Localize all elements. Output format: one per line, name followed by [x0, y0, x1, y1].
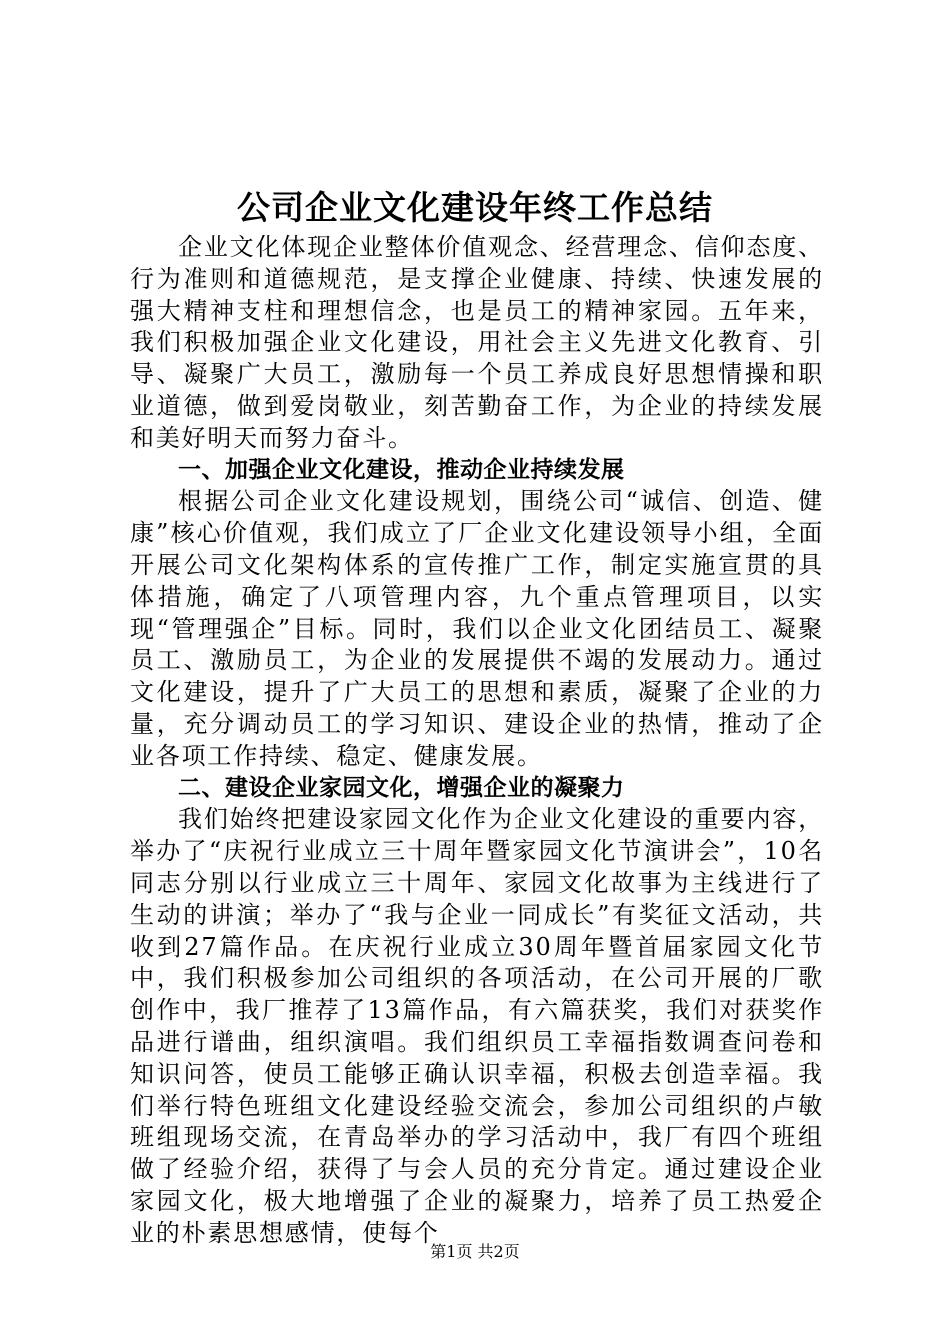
- section-1-paragraph: 根据公司企业文化建设规划，围绕公司“诚信、创造、健康”核心价值观，我们成立了厂企业文化建设领导小组，全面开展公司文化架构体系的宣传推广工作，制定实施宣贯的具体措施，确定了八项管理内容，九个重点管理项目，以实现“管理强企”目标。同时，我们以企业文化团结员工、凝聚员工、激励员工，为企业的发展提供不竭的发展动力。通过文化建设，提升了广大员工的思想和素质，凝聚了企业的力量，充分调动员工的学习知识、建设企业的热情，推动了企业各项工作持续、稳定、健康发展。: [130, 487, 824, 770]
- section-heading-1: 一、加强企业文化建设，推动企业持续发展: [178, 456, 625, 483]
- document-title: 公司企业文化建设年终工作总结: [237, 188, 713, 227]
- section-heading-2: 二、建设企业家园文化，增强企业的凝聚力: [178, 774, 625, 801]
- document-body: [130, 232, 824, 1250]
- page-number-footer: 第1页 共2页: [430, 1242, 520, 1261]
- section-2-paragraph: 我们始终把建设家园文化作为企业文化建设的重要内容，举办了“庆祝行业成立三十周年暨家园文化节演讲会”，10名同志分别以行业成立三十周年、家园文化故事为主线进行了生动的讲演；举办了“我与企业一同成长”有奖征文活动，共收到27篇作品。在庆祝行业成立30周年暨首届家园文化节中，我们积极参加公司组织的各项活动，在公司开展的厂歌创作中，我厂推荐了13篇作品，有六篇获奖，我们对获奖作品进行谱曲，组织演唱。我们组织员工幸福指数调查问卷和知识问答，使员工能够正确认识幸福，积极去创造幸福。我们举行特色班组文化建设经验交流会，参加公司组织的卢敏班组现场交流，在青岛举办的学习活动中，我厂有四个班组做了经验介绍，获得了与会人员的充分肯定。通过建设企业家园文化，极大地增强了企业的凝聚力，培养了员工热爱企业的朴素思想感情，使每个: [130, 805, 824, 1247]
- intro-paragraph: 企业文化体现企业整体价值观念、经营理念、信仰态度、行为准则和道德规范，是支撑企业健康、持续、快速发展的强大精神支柱和理想信念，也是员工的精神家园。五年来，我们积极加强企业文化建设，用社会主义先进文化教育、引导、凝聚广大员工，激励每一个员工养成良好思想情操和职业道德，做到爱岗敬业，刻苦勤奋工作，为企业的持续发展和美好明天而努力奋斗。: [130, 233, 824, 452]
